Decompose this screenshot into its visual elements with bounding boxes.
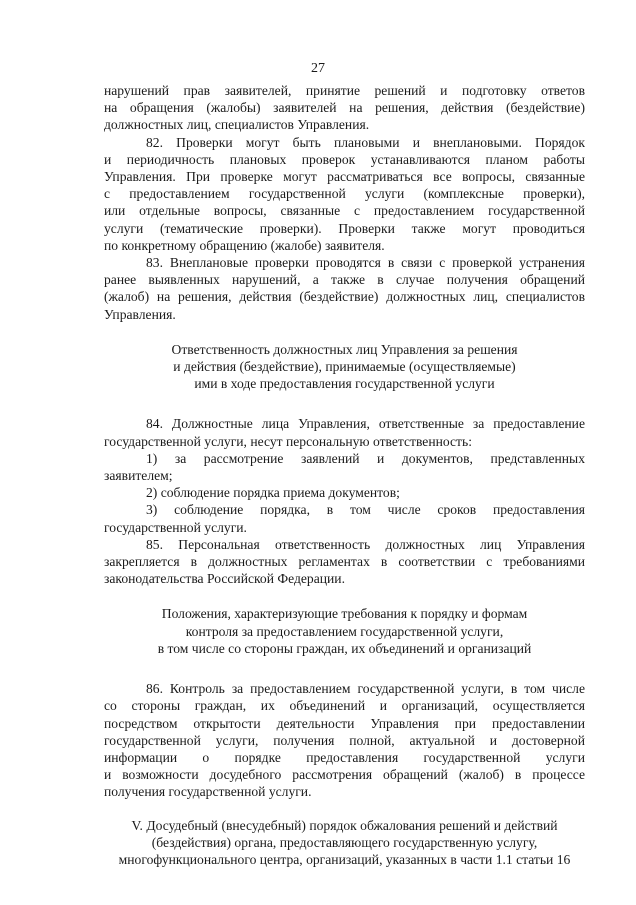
heading-line: контроля за предоставлением государственной услуги, xyxy=(185,623,504,639)
text-line: государственной услуги. xyxy=(104,519,247,535)
text-line: Управления. xyxy=(104,306,176,322)
text-line: или отдельные вопросы, связанные с предоставлением государственной xyxy=(104,203,585,219)
paragraph-84-item-3 xyxy=(104,501,585,535)
text-line: Управления. При проверке могут рассматриваться все вопросы, связанные xyxy=(104,169,585,185)
text-line: 3) соблюдение порядка, в том числе сроков предоставления xyxy=(146,502,585,518)
paragraph-85 xyxy=(104,536,585,588)
heading-line: Положения, характеризующие требования к порядку и формам xyxy=(161,606,528,622)
heading-line: ими в ходе предоставления государственной услуги xyxy=(194,376,495,392)
text-line: на обращения (жалобы) заявителей на решения, действия (бездействие) xyxy=(104,100,585,116)
heading-line: Ответственность должностных лиц Управления за решения xyxy=(171,341,518,357)
heading-line: V. Досудебный (внесудебный) порядок обжалования решений и действий xyxy=(131,817,558,833)
document-body xyxy=(104,82,585,868)
text-line: ранее выявленных нарушений, а также в случае получения обращений xyxy=(104,272,585,288)
text-line: и возможности досудебного рассмотрения обращений (жалоб) в процессе xyxy=(104,767,585,783)
text-line: 85. Персональная ответственность должностных лиц Управления xyxy=(146,536,585,552)
paragraph-82 xyxy=(104,134,585,254)
paragraph-84 xyxy=(104,415,585,449)
paragraph-86 xyxy=(104,680,585,800)
text-line: 84. Должностные лица Управления, ответственные за предоставление xyxy=(146,416,585,432)
text-line: закрепляется в должностных регламентах в соответствии с требованиями xyxy=(104,554,585,570)
paragraph-84-item-2 xyxy=(104,484,585,501)
text-line: (жалоб) на решения, действия (бездействие) должностных лиц, специалистов xyxy=(104,289,585,305)
heading-line: многофункционального центра, организаций, указанных в части 1.1 статьи 16 xyxy=(118,851,571,867)
text-line: должностных лиц, специалистов Управления. xyxy=(104,117,370,133)
text-line: по конкретному обращению (жалобе) заявителя. xyxy=(104,237,385,253)
text-line: государственной услуги, получения полной, актуальной и достоверной xyxy=(104,732,585,748)
text-line: 82. Проверки могут быть плановыми и внеплановыми. Порядок xyxy=(146,134,585,150)
text-line: с предоставлением государственной услуги (комплексные проверки), xyxy=(104,186,585,202)
text-line: информации о порядке предоставления государственной услуги xyxy=(104,749,585,765)
text-line: и периодичность плановых проверок устанавливаются планом работы xyxy=(104,151,585,167)
section-heading-responsibility xyxy=(104,341,585,393)
text-line: нарушений прав заявителей, принятие решений и подготовку ответов xyxy=(104,83,585,98)
text-line: законодательства Российской Федерации. xyxy=(104,571,345,587)
text-line: государственной услуги, несут персональную ответственность: xyxy=(104,433,472,449)
heading-line: и действия (бездействие), принимаемые (осуществляемые) xyxy=(173,359,516,375)
text-line: заявителем; xyxy=(104,468,173,484)
section-heading-v-appeal xyxy=(90,817,599,869)
text-line: 86. Контроль за предоставлением государственной услуги, в том числе xyxy=(146,681,585,697)
paragraph-84-item-1 xyxy=(104,450,585,484)
text-line: 2) соблюдение порядка приема документов; xyxy=(146,485,400,501)
page-number: 27 xyxy=(311,61,325,76)
section-heading-control xyxy=(104,605,585,657)
text-line: услуги (тематические проверки). Проверки также могут проводиться xyxy=(104,220,585,236)
text-line: получения государственной услуги. xyxy=(104,784,312,800)
heading-line: (бездействия) органа, предоставляющего государственную услугу, xyxy=(151,834,538,850)
paragraph-81-continuation xyxy=(104,82,585,134)
text-line: со стороны граждан, их объединений и организаций, осуществляется xyxy=(104,698,585,714)
paragraph-83 xyxy=(104,254,585,323)
text-line: 83. Внеплановые проверки проводятся в связи с проверкой устранения xyxy=(146,255,585,271)
text-line: 1) за рассмотрение заявлений и документов, представленных xyxy=(146,450,585,466)
text-line: посредством открытости деятельности Управления при предоставлении xyxy=(104,715,585,731)
heading-line: в том числе со стороны граждан, их объединений и организаций xyxy=(157,640,532,656)
